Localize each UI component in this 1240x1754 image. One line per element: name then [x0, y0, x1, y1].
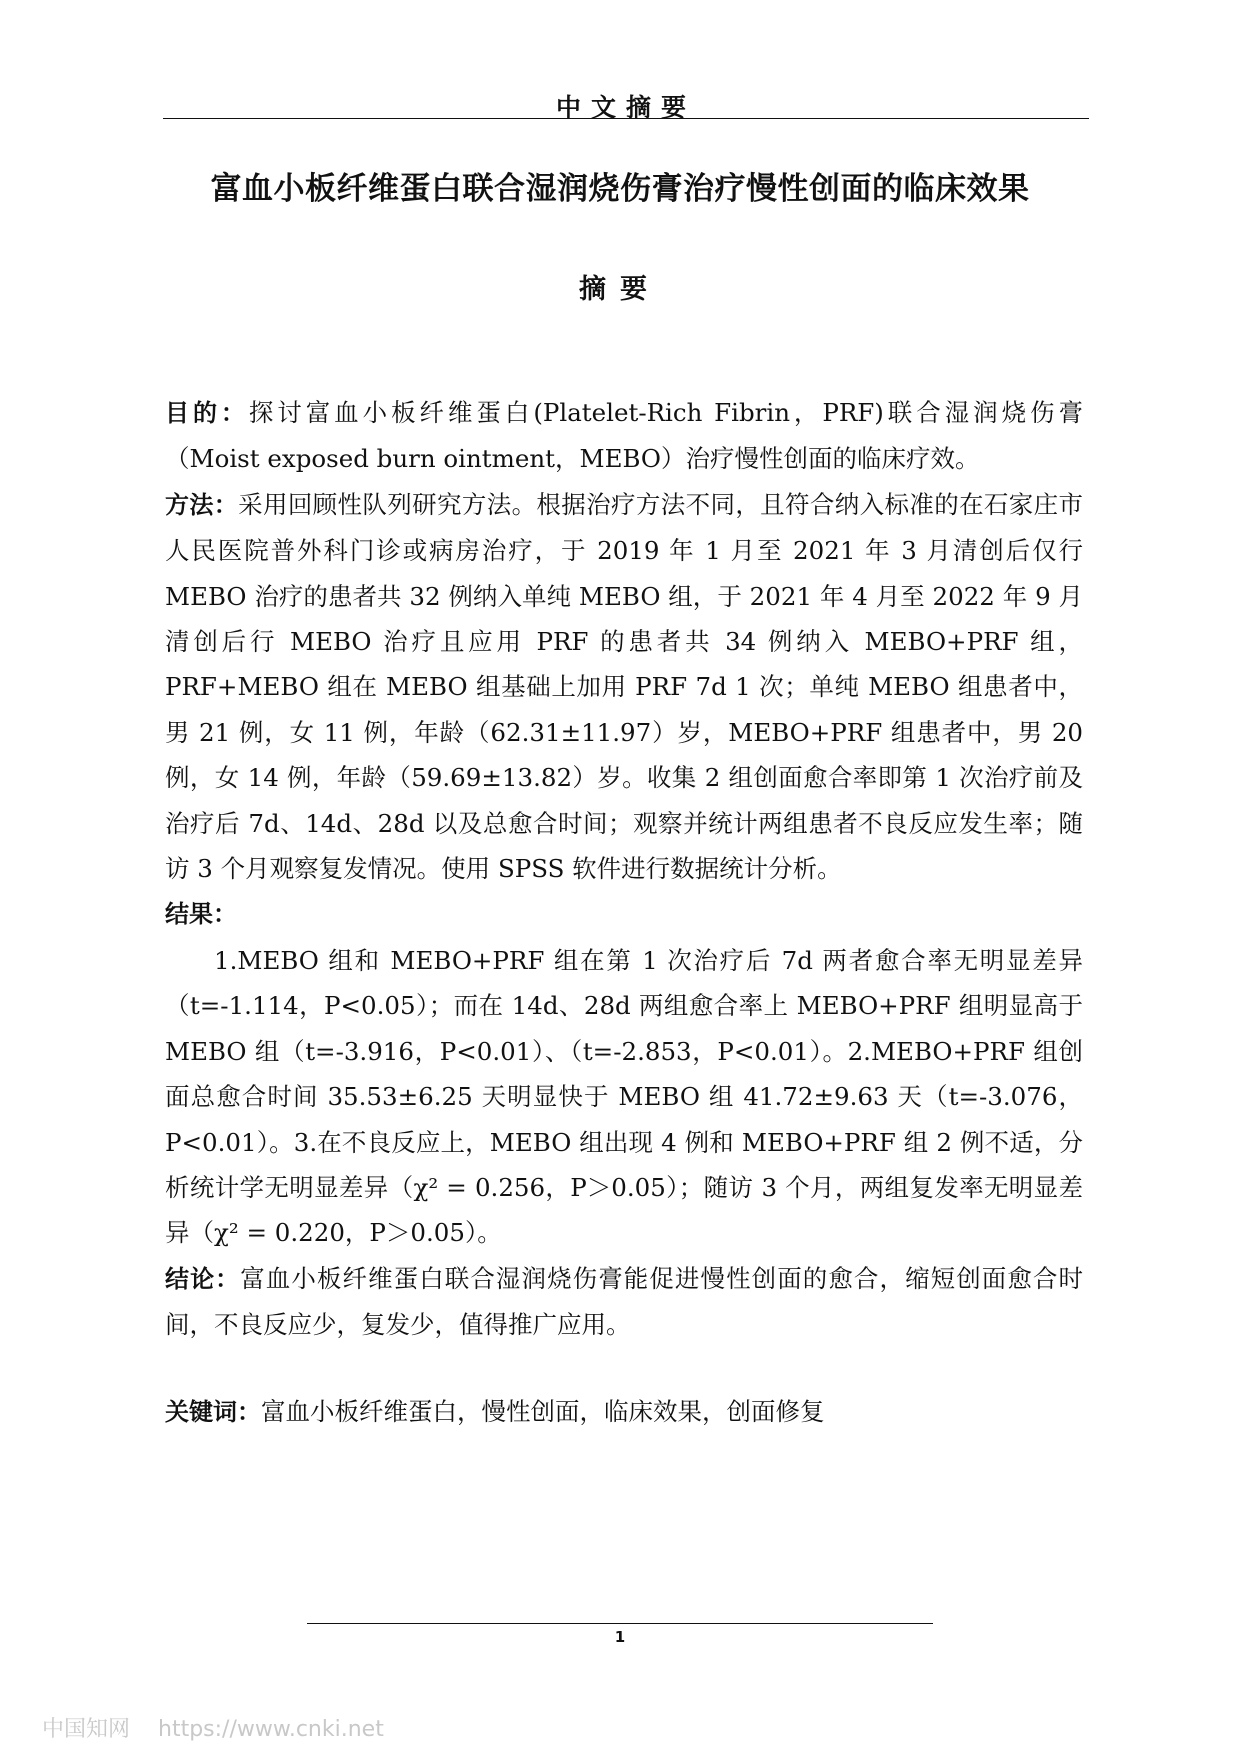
methods-paragraph: [165, 482, 1083, 892]
conclusion-paragraph: [165, 1256, 1083, 1348]
footer-rule: [307, 1623, 933, 1624]
thesis-title: 富血小板纤维蛋白联合湿润烧伤膏治疗慢性创面的临床效果: [210, 171, 1030, 207]
conclusion-label: 结论：: [165, 1264, 241, 1293]
keywords-paragraph: [165, 1389, 1083, 1435]
methods-label: 方法：: [165, 490, 239, 519]
page-number: 1: [614, 1628, 626, 1646]
section-spacer: [165, 1348, 1083, 1389]
results-label: 结果：: [165, 900, 237, 929]
cnki-watermark: [42, 1712, 384, 1743]
objective-label: 目的：: [165, 399, 249, 427]
conclusion-text: 富血小板纤维蛋白联合湿润烧伤膏能促进慢性创面的愈合，缩短创面愈合时间，不良反应少，复发少，值得推广应用。: [165, 1263, 1084, 1340]
objective-text: 探讨富血小板纤维蛋白(Platelet-Rich Fibrin，PRF)联合湿润烧伤膏（Moist exposed burn ointment，MEBO）治疗慢性创面的临床疗效。: [165, 398, 1083, 474]
running-header: 中文摘要: [555, 93, 696, 122]
keywords-text: 富血小板纤维蛋白，慢性创面，临床效果，创面修复: [261, 1396, 825, 1426]
keywords-label: 关键词：: [165, 1397, 261, 1426]
abstract-heading: 摘要: [579, 274, 661, 305]
watermark-url: https://www.cnki.net: [158, 1717, 384, 1742]
objective-paragraph: [165, 390, 1083, 482]
abstract-body: [165, 390, 1083, 1435]
methods-text: 采用回顾性队列研究方法。根据治疗方法不同，且符合纳入标准的在石家庄市人民医院普外科门诊或病房治疗，于 2019 年 1 月至 2021 年 3 月清创后仅行 MEBO 治疗的患者共 32 例纳入单纯 MEBO 组，于 2021 年 4 月至 2022 年 9 月清创后行 MEBO 治疗且应用 PRF 的患者共 34 例纳入 MEBO+PRF 组，PRF+MEBO 组在 MEBO 组基础上加用 PRF 7d 1 次；单纯 MEBO 组患者中，男 21 例，女 11 例，年龄（62.31±11.97）岁，MEBO+PRF 组患者中，男 20 例，女 14 例，年龄（59.69±13.82）岁。收集 2 组创面愈合率即第 1 次治疗前及治疗后 7d、14d、28d 以及总愈合时间；观察并统计两组患者不良反应发生率；随访 3 个月观察复发情况。使用 SPSS 软件进行数据统计分析。: [165, 489, 1084, 884]
results-label-line: [165, 891, 1083, 937]
watermark-brand: 中国知网: [42, 1717, 131, 1742]
header-rule: [163, 118, 1089, 119]
results-text: 1.MEBO 组和 MEBO+PRF 组在第 1 次治疗后 7d 两者愈合率无明显差异（t=-1.114，P<0.05）；而在 14d、28d 两组愈合率上 MEBO+PRF 组明显高于 MEBO 组（t=-3.916，P<0.01）、（t=-2.853，P<0.01）。2.MEBO+PRF 组创面总愈合时间 35.53±6.25 天明显快于 MEBO 组 41.72±9.63 天（t=-3.076，P<0.01）。3.在不良反应上，MEBO 组出现 4 例和 MEBO+PRF 组 2 例不适，分析统计学无明显差异（χ² = 0.256，P＞0.05）；随访 3 个月，两组复发率无明显差异（χ² = 0.220，P＞0.05）。: [165, 945, 1083, 1248]
